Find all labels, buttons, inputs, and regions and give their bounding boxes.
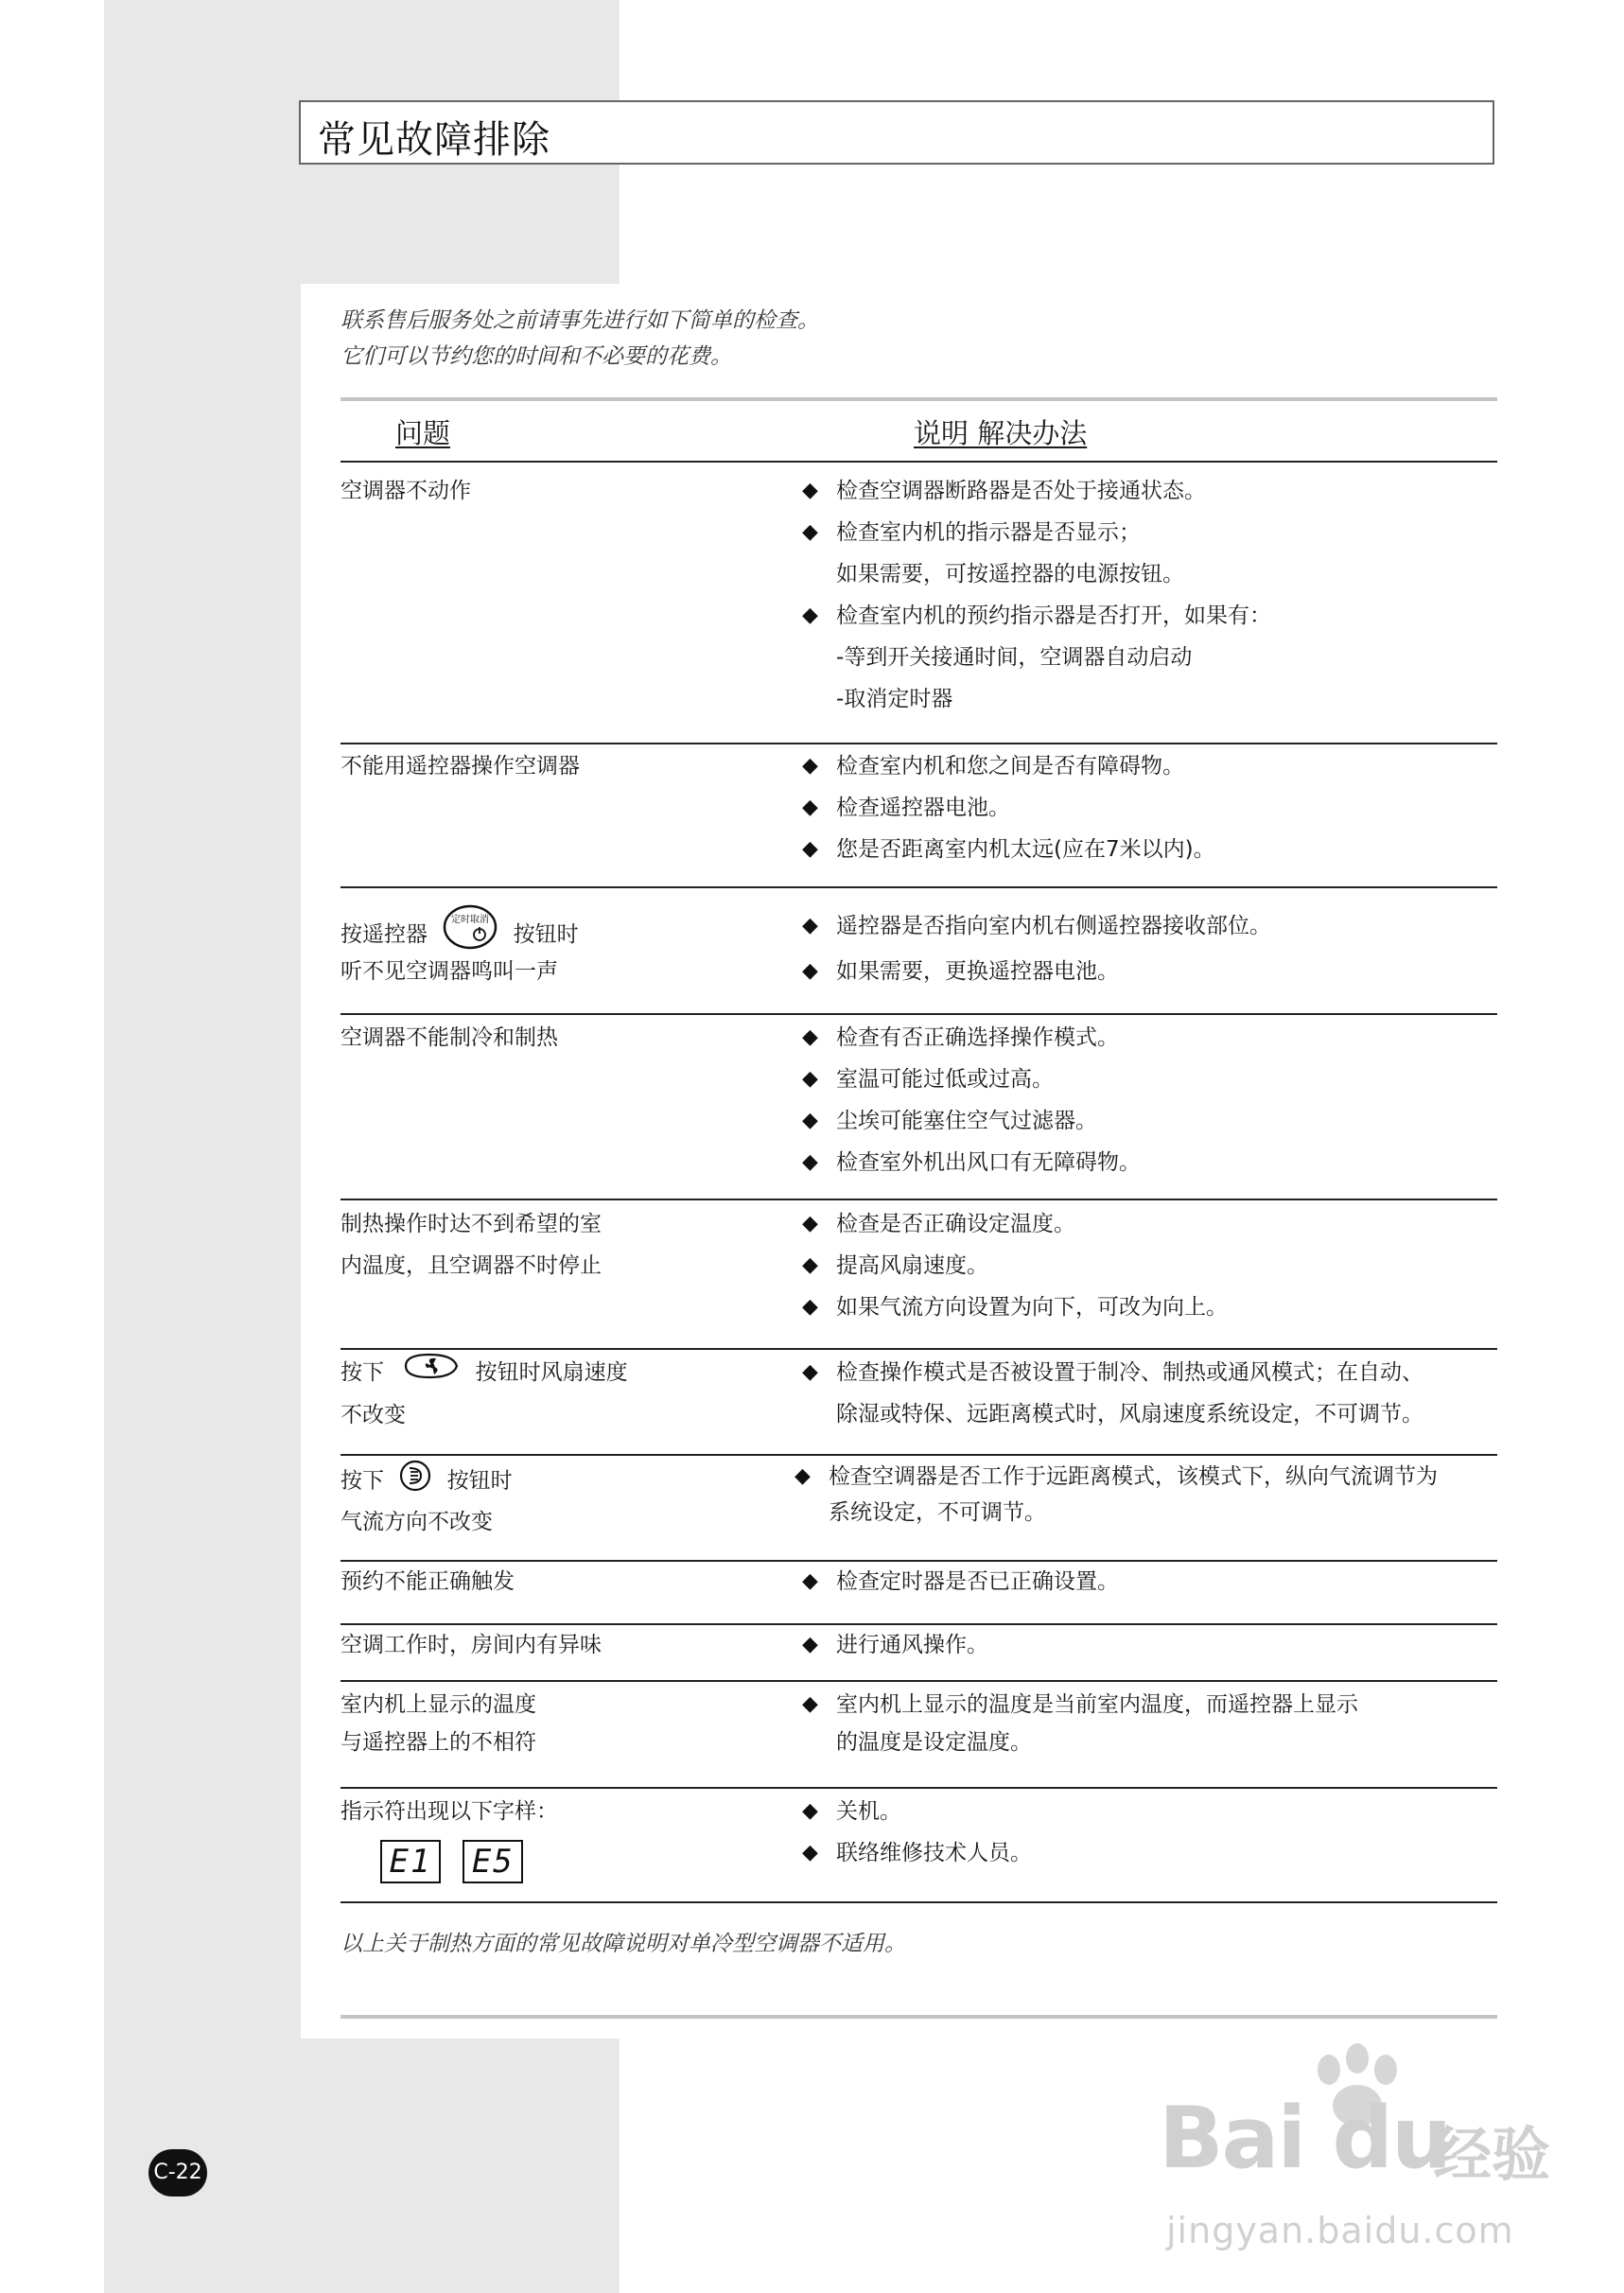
row-divider — [341, 743, 1497, 744]
bottom-divider — [341, 2015, 1497, 2019]
bullet-diamond-icon: ◆ — [802, 520, 818, 544]
bullet-diamond-icon: ◆ — [795, 1464, 811, 1488]
solution-item: ◆ 联络维修技术人员。 — [802, 1832, 1497, 1874]
watermark — [1159, 2041, 1575, 2259]
solution-item: ◆ 检查室内机的指示器是否显示； 如果需要，可按遥控器的电源按钮。 — [802, 512, 1497, 595]
solution-item: ◆ 关机。 — [802, 1791, 1497, 1832]
solution-item: ◆ 尘埃可能塞住空气过滤器。 — [802, 1100, 1497, 1142]
sub-item: -取消定时器 — [836, 687, 953, 711]
top-divider — [341, 397, 1497, 401]
bullet-diamond-icon: ◆ — [802, 959, 818, 983]
solution-cell — [802, 1017, 1497, 1183]
solution-item: ◆ 检查有否正确选择操作模式。 — [802, 1017, 1497, 1059]
solution-item: ◆ 如果需要，更换遥控器电池。 — [802, 949, 1497, 994]
problem-cell: 室内机上显示的温度 与遥控器上的不相符 — [341, 1692, 536, 1755]
sub-item: -等到开关接通时间，空调器自动启动 — [836, 645, 1193, 670]
bullet-diamond-icon: ◆ — [802, 1841, 818, 1864]
intro-line-2: 它们可以节约您的时间和不必要的花费。 — [341, 344, 732, 369]
solution-item: ◆ 室温可能过低或过高。 — [802, 1059, 1497, 1100]
row-divider — [341, 1787, 1497, 1789]
bullet-diamond-icon: ◆ — [802, 1799, 818, 1823]
bullet-diamond-icon: ◆ — [802, 479, 818, 502]
table-bottom-border — [341, 1901, 1497, 1903]
bullet-diamond-icon: ◆ — [802, 1692, 818, 1716]
page-number-badge: C-22 — [148, 2149, 207, 2197]
bullet-diamond-icon: ◆ — [802, 1150, 818, 1174]
row-divider — [341, 1013, 1497, 1015]
problem-cell: 不能用遥控器操作空调器 — [341, 754, 580, 779]
solution-cell — [802, 745, 1497, 870]
solution-cell — [802, 1791, 1497, 1874]
bullet-diamond-icon: ◆ — [802, 1295, 818, 1319]
solution-item: ◆ 检查定时器是否已正确设置。 — [802, 1561, 1497, 1602]
problem-cell: 空调器不能制冷和制热 — [341, 1025, 558, 1050]
problem-cell: 空调器不动作 — [341, 479, 471, 503]
bullet-diamond-icon: ◆ — [802, 1212, 818, 1235]
solution-cell — [795, 1459, 1497, 1531]
column-header-problem: 问题 — [395, 417, 451, 449]
error-code-e5: E5 — [463, 1840, 523, 1883]
solution-item: ◆ 检查空调器断路器是否处于接通状态。 — [802, 470, 1497, 512]
problem-cell: 按下 按钮时 气流方向不改变 — [341, 1459, 795, 1540]
solution-item: ◆ 检查室外机出风口有无障碍物。 — [802, 1142, 1497, 1183]
solution-item: ◆ 检查空调器是否工作于远距离模式，该模式下，纵向气流调节为 系统设定，不可调节。 — [795, 1459, 1497, 1531]
intro-line-1: 联系售后服务处之前请事先进行如下简单的检查。 — [341, 308, 819, 333]
solution-item: ◆ 检查室内机和您之间是否有障碍物。 — [802, 745, 1497, 787]
air-swing-button-icon — [398, 1459, 432, 1504]
solution-item: ◆ 如果气流方向设置为向下，可改为向上。 — [802, 1287, 1497, 1328]
problem-cell: 按下 按钮时风扇速度 不改变 — [341, 1352, 795, 1436]
error-code-e1: E1 — [380, 1840, 441, 1883]
error-code-display — [341, 1840, 795, 1886]
watermark-brand: Bai du — [1159, 2089, 1451, 2188]
intro-text — [341, 303, 819, 375]
title-box — [299, 100, 1494, 165]
problem-cell: 制热操作时达不到希望的室 内温度，且空调器不时停止 — [341, 1212, 602, 1278]
bullet-diamond-icon: ◆ — [802, 604, 818, 627]
solution-cell — [802, 1352, 1497, 1435]
bullet-diamond-icon: ◆ — [802, 1025, 818, 1049]
svg-text:定时取消: 定时取消 — [451, 915, 490, 925]
bullet-diamond-icon: ◆ — [802, 1360, 818, 1384]
watermark-url: jingyan.baidu.com — [1166, 2210, 1514, 2251]
solution-cell — [802, 470, 1497, 720]
footnote: 以上关于制热方面的常见故障说明对单冷型空调器不适用。 — [341, 1932, 906, 1956]
solution-item: ◆ 提高风扇速度。 — [802, 1245, 1497, 1287]
solution-item: ◆ 检查遥控器电池。 — [802, 787, 1497, 829]
bullet-diamond-icon: ◆ — [802, 914, 818, 937]
page-title: 常见故障排除 — [318, 118, 550, 162]
fan-speed-button-icon — [398, 1352, 461, 1394]
column-header-solution: 说明 解决办法 — [914, 417, 1088, 449]
watermark-cn: 经验 — [1433, 2120, 1551, 2189]
bullet-diamond-icon: ◆ — [802, 1253, 818, 1277]
bullet-diamond-icon: ◆ — [802, 1067, 818, 1091]
problem-cell: 按遥控器 定时取消 按钮时 听不见空调器鸣叫一声 — [341, 903, 795, 994]
problem-cell: 空调工作时，房间内有异味 — [341, 1633, 602, 1657]
bullet-diamond-icon: ◆ — [802, 1569, 818, 1593]
header-divider — [341, 461, 1497, 463]
solution-item: ◆ 检查操作模式是否被设置于制冷、制热或通风模式；在自动、 除湿或特保、远距离模式时，风扇速度系统设定，不可调节。 — [802, 1352, 1497, 1435]
solution-cell — [802, 1561, 1497, 1602]
row-divider — [341, 1348, 1497, 1350]
row-divider — [341, 886, 1497, 888]
row-divider — [341, 1454, 1497, 1456]
solution-cell — [802, 903, 1497, 994]
solution-item: ◆ 室内机上显示的温度是当前室内温度，而遥控器上显示 的温度是设定温度。 — [802, 1686, 1497, 1761]
problem-cell: 预约不能正确触发 — [341, 1569, 515, 1594]
row-divider — [341, 1199, 1497, 1200]
bullet-diamond-icon: ◆ — [802, 1633, 818, 1656]
solution-cell — [802, 1203, 1497, 1328]
solution-item: ◆ 进行通风操作。 — [802, 1624, 1497, 1666]
problem-cell: 指示符出现以下字样： E1 E5 — [341, 1791, 795, 1886]
solution-item: ◆ 遥控器是否指向室内机右侧遥控器接收部位。 — [802, 903, 1497, 949]
solution-item: ◆ 检查是否正确设定温度。 — [802, 1203, 1497, 1245]
bullet-diamond-icon: ◆ — [802, 837, 818, 861]
bullet-diamond-icon: ◆ — [802, 1109, 818, 1132]
solution-item: ◆ 检查室内机的预约指示器是否打开，如果有： -等到开关接通时间，空调器自动启动 -取消定时器 — [802, 595, 1497, 720]
solution-cell — [802, 1624, 1497, 1666]
bullet-diamond-icon: ◆ — [802, 796, 818, 819]
row-divider — [341, 1680, 1497, 1682]
bullet-diamond-icon: ◆ — [802, 754, 818, 778]
solution-cell — [802, 1686, 1497, 1761]
solution-item: ◆ 您是否距离室内机太远(应在7米以内)。 — [802, 829, 1497, 870]
